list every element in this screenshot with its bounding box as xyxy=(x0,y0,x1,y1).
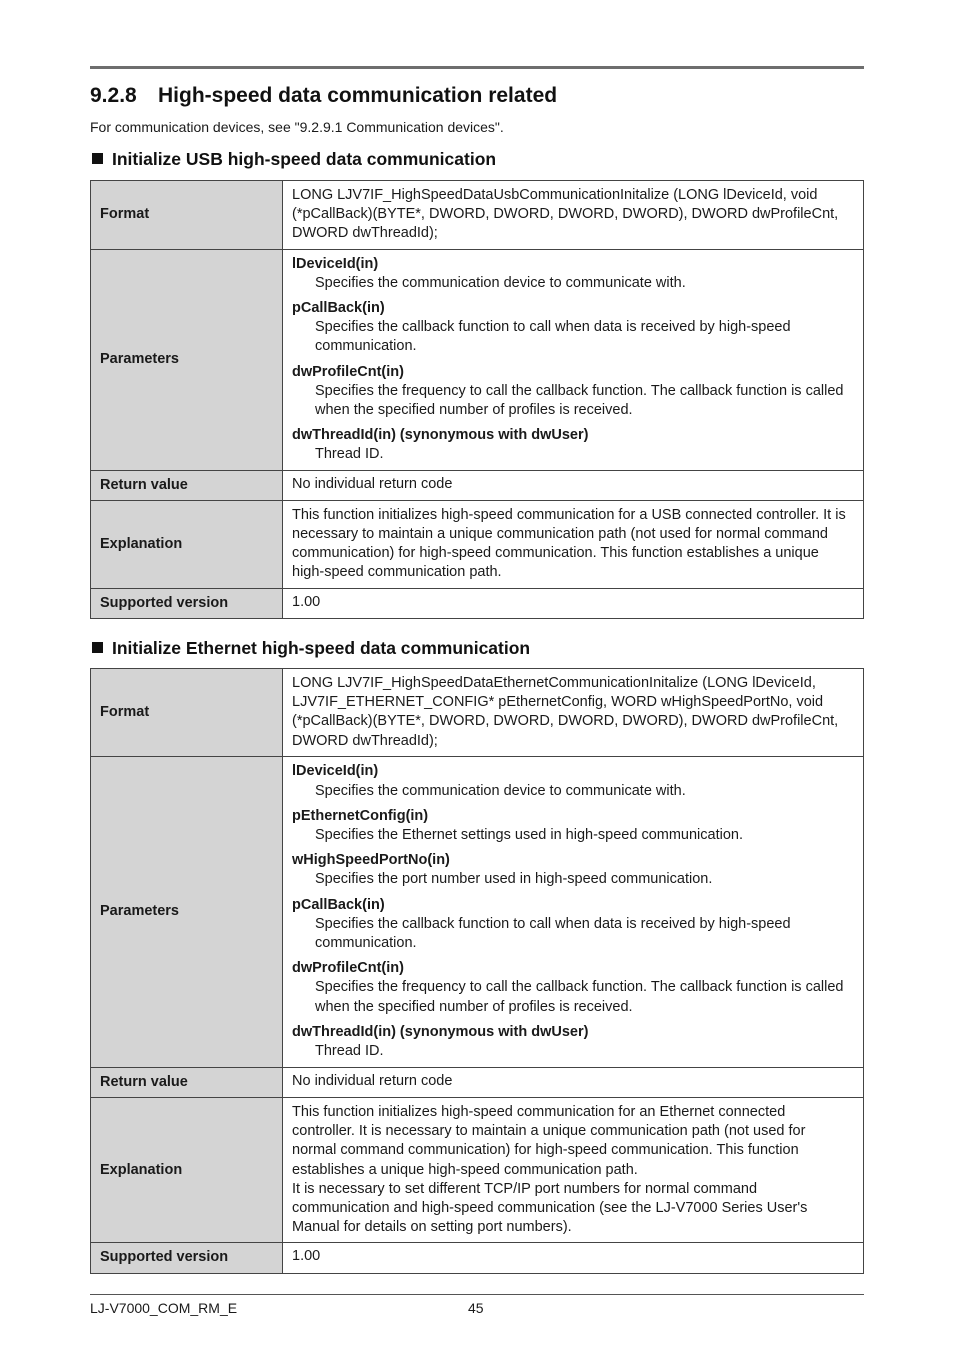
square-bullet-icon xyxy=(92,642,103,653)
return-value-label: Return value xyxy=(91,1067,283,1097)
return-value-label: Return value xyxy=(91,470,283,500)
supported-version-label: Supported version xyxy=(91,1243,283,1273)
format-label: Format xyxy=(91,669,283,757)
format-label: Format xyxy=(91,181,283,250)
page-number: 45 xyxy=(468,1300,484,1316)
usb-spec-table xyxy=(90,180,864,619)
return-value: No individual return code xyxy=(283,470,864,500)
supported-version-value: 1.00 xyxy=(283,588,864,618)
supported-version-row xyxy=(91,1243,864,1273)
param-name: lDeviceId(in) xyxy=(292,763,379,780)
param-item xyxy=(292,959,851,1017)
format-row xyxy=(91,181,864,250)
param-name: dwProfileCnt(in) xyxy=(292,363,404,380)
section-number: 9.2.8 xyxy=(90,84,137,107)
supported-version-label: Supported version xyxy=(91,588,283,618)
param-desc: Specifies the callback function to call when data is received by high-speed communication. xyxy=(315,319,791,355)
parameters-row xyxy=(91,249,864,470)
parameters-list xyxy=(283,756,864,1067)
format-value: LONG LJV7IF_HighSpeedDataUsbCommunicationInitalize (LONG lDeviceId, void (*pCallBack)(BYTE*, DWORD, DWORD, DWORD, DWORD), DWORD dwProfileCnt, DWORD dwThreadId); xyxy=(283,181,864,250)
explanation-paragraph: It is necessary to set different TCP/IP port numbers for normal command communication and high-speed communication (see the LJ-V7000 Series User's Manual for details on setting port numbers). xyxy=(292,1180,808,1236)
param-desc: Specifies the communication device to communicate with. xyxy=(315,782,686,799)
param-name: dwProfileCnt(in) xyxy=(292,960,404,977)
param-item xyxy=(292,426,851,464)
param-item xyxy=(292,762,851,800)
explanation-row xyxy=(91,500,864,588)
explanation-paragraph: This function initializes high-speed communication for an Ethernet connected controller. It is necessary to maintain a unique communication path (not used for normal command communication) for high-speed communication. This function establishes a unique high-speed communication path. xyxy=(292,1104,806,1178)
param-name: pEthernetConfig(in) xyxy=(292,807,429,824)
return-value: No individual return code xyxy=(283,1067,864,1097)
format-row xyxy=(91,669,864,757)
explanation-label: Explanation xyxy=(91,500,283,588)
usb-heading xyxy=(92,149,496,170)
format-value: LONG LJV7IF_HighSpeedDataEthernetCommunicationInitalize (LONG lDeviceId, LJV7IF_ETHERNET_CONFIG* pEthernetConfig, WORD wHighSpeedPortNo, void (*pCallBack)(BYTE*, DWORD, DWORD, DWORD, DWORD), DWORD dwProfileCnt, DWORD dwThreadId); xyxy=(283,669,864,757)
return-value-row xyxy=(91,470,864,500)
param-desc: Thread ID. xyxy=(315,1043,384,1060)
param-desc: Specifies the communication device to communicate with. xyxy=(315,274,686,291)
param-item xyxy=(292,896,851,954)
section-title-text: High-speed data communication related xyxy=(158,84,558,107)
param-name: lDeviceId(in) xyxy=(292,255,379,272)
param-item xyxy=(292,255,851,293)
parameters-label: Parameters xyxy=(91,756,283,1067)
ethernet-spec-table xyxy=(90,668,864,1274)
param-desc: Specifies the Ethernet settings used in high-speed communication. xyxy=(315,827,743,843)
section-intro: For communication devices, see "9.2.9.1 Communication devices". xyxy=(90,119,504,135)
param-desc: Specifies the callback function to call when data is received by high-speed communication. xyxy=(315,915,791,952)
ethernet-heading xyxy=(92,638,530,659)
explanation-row xyxy=(91,1098,864,1243)
explanation-text xyxy=(283,500,864,588)
section-title xyxy=(90,84,557,108)
supported-version-value: 1.00 xyxy=(283,1243,864,1273)
param-name: dwThreadId(in) (synonymous with dwUser) xyxy=(292,427,589,444)
param-name: pCallBack(in) xyxy=(292,300,385,317)
explanation-text xyxy=(283,1098,864,1243)
supported-version-row xyxy=(91,588,864,618)
param-desc: Thread ID. xyxy=(315,446,384,463)
square-bullet-icon xyxy=(92,153,103,164)
param-name: pCallBack(in) xyxy=(292,896,385,913)
parameters-label: Parameters xyxy=(91,249,283,470)
footer-doc-id: LJ-V7000_COM_RM_E xyxy=(90,1300,238,1316)
top-rule xyxy=(90,66,864,69)
param-item xyxy=(292,1023,851,1061)
param-name: wHighSpeedPortNo(in) xyxy=(292,852,450,869)
ethernet-heading-text: Initialize Ethernet high-speed data communication xyxy=(112,638,531,658)
param-item xyxy=(292,363,851,421)
param-desc: Specifies the frequency to call the callback function. The callback function is called when the specified number of profiles is received. xyxy=(315,979,844,1015)
param-desc: Specifies the port number used in high-speed communication. xyxy=(315,871,713,888)
footer-rule xyxy=(90,1294,864,1295)
param-item xyxy=(292,851,851,889)
usb-heading-text: Initialize USB high-speed data communication xyxy=(112,149,497,169)
explanation-label: Explanation xyxy=(91,1098,283,1243)
parameters-row xyxy=(91,756,864,1067)
param-desc: Specifies the frequency to call the callback function. The callback function is called when the specified number of profiles is received. xyxy=(315,382,844,419)
return-value-row xyxy=(91,1067,864,1097)
param-item xyxy=(292,299,851,357)
param-name: dwThreadId(in) (synonymous with dwUser) xyxy=(292,1023,589,1040)
explanation-paragraph: This function initializes high-speed communication for a USB connected controller. It is necessary to maintain a unique communication path (not used for normal command communication) for high-speed communication. This function establishes a unique high-speed communication path. xyxy=(292,506,846,581)
parameters-list xyxy=(283,249,864,470)
param-item xyxy=(292,807,851,845)
